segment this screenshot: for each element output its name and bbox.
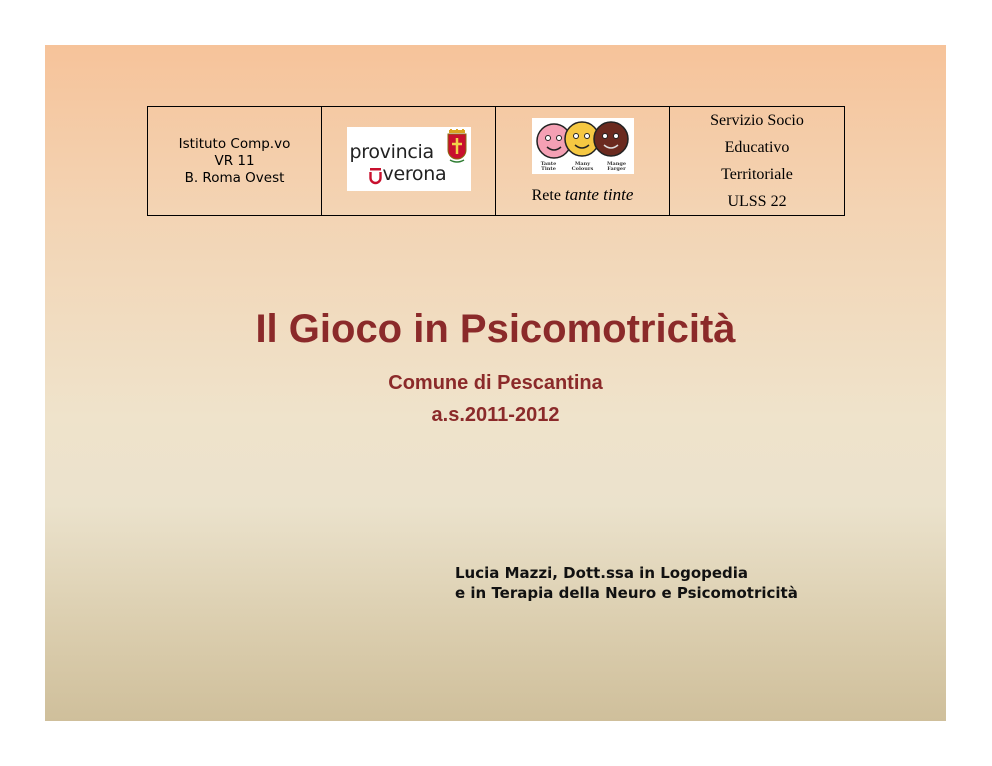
servizio-line-4: ULSS 22 [727, 193, 787, 210]
provincia-cell [322, 107, 496, 216]
slide [45, 45, 946, 721]
rete-caption [496, 185, 669, 205]
logo-label-mange-farger: Mange Farger [606, 160, 627, 172]
tante-tinte-logo [532, 118, 634, 174]
author-block [455, 563, 915, 603]
provincia-logo-word: provincia [349, 140, 434, 163]
logo-label-many-colours: Many Colours [571, 160, 594, 172]
school-line-2: VR 11 [214, 152, 255, 169]
author-line-2: e in Terapia della Neuro e Psicomotricità [455, 584, 798, 602]
servizio-line-2: Educativo [724, 139, 790, 156]
rete-caption-prefix: Rete [531, 186, 561, 204]
slide-title: Il Gioco in Psicomotricità [255, 307, 736, 351]
verona-logo-word: verona [382, 162, 447, 185]
subtitle-comune: Comune di Pescantina [388, 372, 603, 394]
verona-crest-icon [446, 129, 468, 167]
school-line-1: Istituto Comp.vo [178, 135, 291, 152]
servizio-line-3: Territoriale [721, 166, 793, 183]
logo-label-tante-tinte: Tante Tinte [540, 160, 557, 172]
subtitle-school-year: a.s.2011-2012 [431, 404, 560, 426]
rete-caption-italic: tante tinte [564, 184, 634, 204]
servizio-line-1: Servizio Socio [710, 112, 804, 129]
author-line-1: Lucia Mazzi, Dott.ssa in Logopedia [455, 564, 749, 582]
provincia-mark-icon [369, 168, 382, 186]
school-cell [148, 107, 322, 216]
provincia-verona-logo [347, 127, 471, 191]
tante-tinte-logo-labels [532, 162, 634, 172]
header-table [147, 106, 845, 216]
school-line-3: B. Roma Ovest [184, 169, 285, 186]
rete-cell [496, 107, 670, 216]
servizio-cell [670, 107, 845, 216]
